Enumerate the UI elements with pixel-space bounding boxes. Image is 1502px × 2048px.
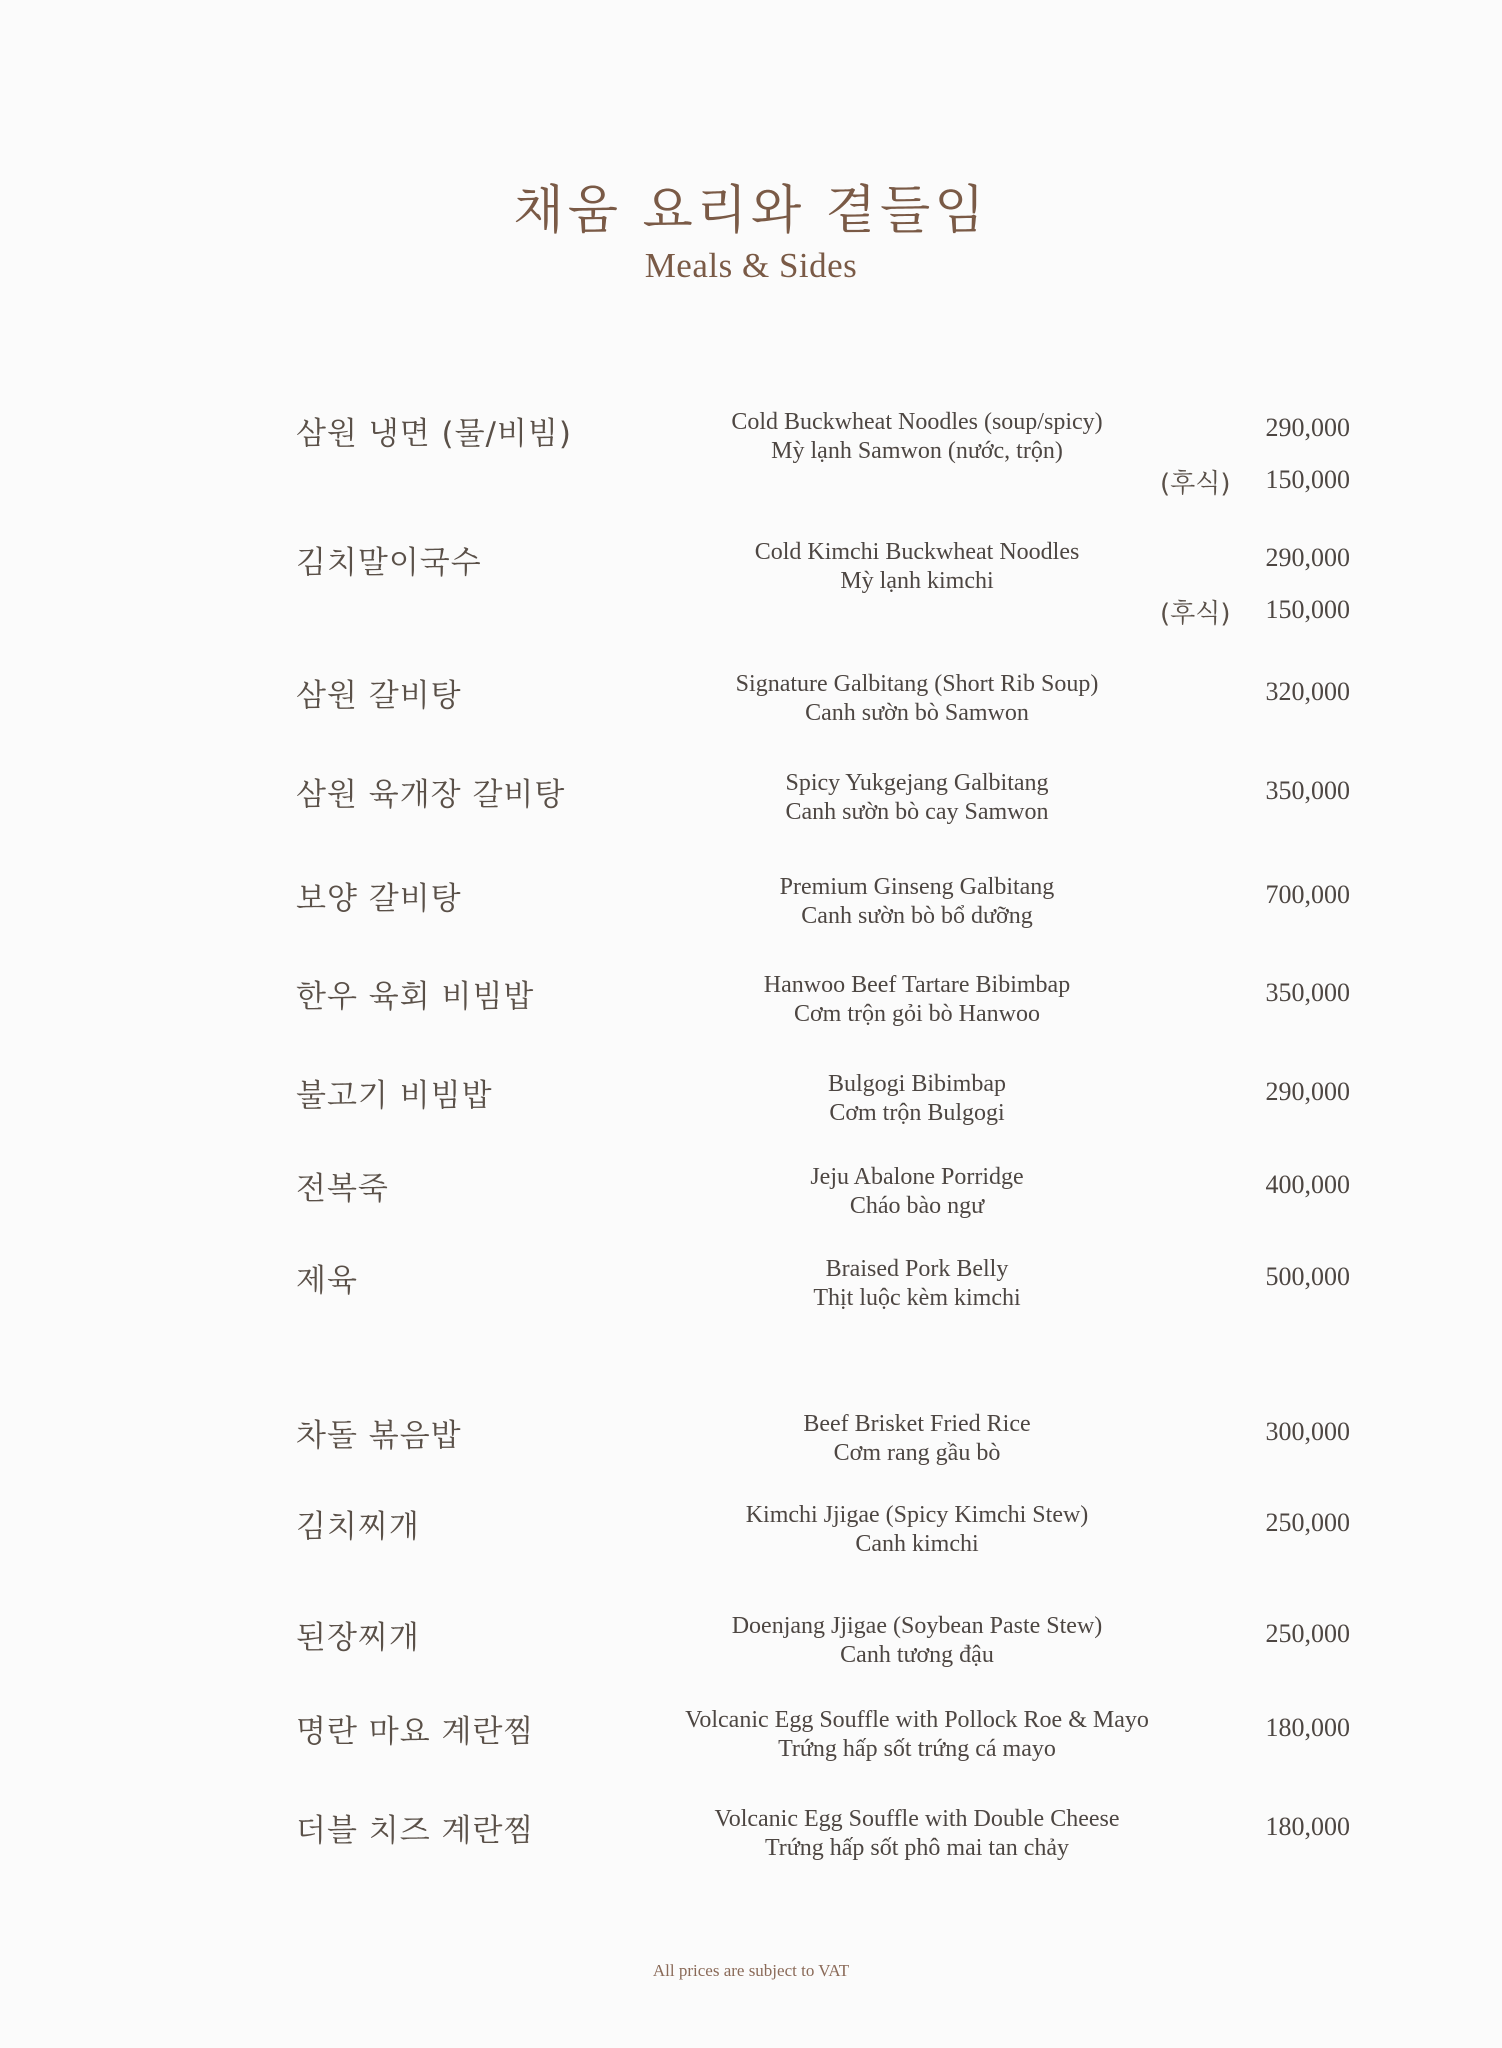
item-name-korean: 불고기 비빔밥 <box>296 1078 493 1114</box>
dessert-portion-label: (후식) <box>1160 599 1231 629</box>
menu-item <box>0 1410 1502 1466</box>
item-name-english: Spicy Yukgejang Galbitang <box>785 770 1049 796</box>
menu-item <box>0 1612 1502 1668</box>
item-name-korean: 김치말이국수 <box>296 545 482 581</box>
item-name-korean: 차돌 볶음밥 <box>296 1418 462 1454</box>
item-name-vietnamese: Trứng hấp sốt trứng cá mayo <box>778 1736 1056 1762</box>
menu-item <box>0 1805 1502 1861</box>
item-name-vietnamese: Canh sườn bò cay Samwon <box>785 799 1049 825</box>
item-price: 250,000 <box>1265 1619 1350 1648</box>
menu-item <box>0 971 1502 1027</box>
dessert-portion-price: 150,000 <box>1265 595 1350 624</box>
item-description <box>620 670 1214 728</box>
item-name-korean: 명란 마요 계란찜 <box>296 1714 535 1750</box>
item-description <box>620 1612 1214 1670</box>
item-description <box>620 1706 1214 1764</box>
item-name-vietnamese: Trứng hấp sốt phô mai tan chảy <box>764 1835 1070 1861</box>
item-name-vietnamese: Mỳ lạnh Samwon (nước, trộn) <box>771 438 1063 464</box>
item-price: 500,000 <box>1265 1262 1350 1291</box>
item-name-vietnamese: Cháo bào ngư <box>849 1193 985 1219</box>
item-name-english: Cold Kimchi Buckwheat Noodles <box>754 539 1080 565</box>
item-name-english: Jeju Abalone Porridge <box>810 1164 1024 1190</box>
item-name-korean: 삼원 갈비탕 <box>296 678 462 714</box>
item-name-vietnamese: Canh sườn bò Samwon <box>805 700 1029 726</box>
menu-item <box>0 1255 1502 1311</box>
item-name-vietnamese: Cơm trộn gỏi bò Hanwoo <box>793 1001 1040 1027</box>
item-name-english: Cold Buckwheat Noodles (soup/spicy) <box>731 409 1103 435</box>
item-name-korean: 김치찌개 <box>296 1509 420 1545</box>
item-name-english: Volcanic Egg Souffle with Pollock Roe & Mayo <box>685 1707 1149 1733</box>
item-description <box>620 408 1214 466</box>
item-name-english: Premium Ginseng Galbitang <box>779 874 1055 900</box>
item-name-vietnamese: Thịt luộc kèm kimchi <box>813 1285 1021 1311</box>
item-name-korean: 삼원 냉면 (물/비빔) <box>296 416 572 452</box>
page-title-english: Meals & Sides <box>644 246 858 285</box>
item-name-vietnamese: Cơm trộn Bulgogi <box>829 1100 1005 1126</box>
item-name-vietnamese: Canh tương đậu <box>840 1642 994 1668</box>
item-price: 700,000 <box>1265 880 1350 909</box>
menu-item <box>0 769 1502 825</box>
item-price: 250,000 <box>1265 1508 1350 1537</box>
item-price: 290,000 <box>1265 543 1350 572</box>
menu-item <box>0 538 1502 629</box>
item-name-english: Doenjang Jjigae (Soybean Paste Stew) <box>731 1613 1103 1639</box>
item-price: 300,000 <box>1265 1417 1350 1446</box>
item-price: 180,000 <box>1265 1713 1350 1742</box>
item-price: 180,000 <box>1265 1812 1350 1841</box>
item-name-english: Braised Pork Belly <box>825 1256 1009 1282</box>
item-description <box>620 1501 1214 1559</box>
item-price: 320,000 <box>1265 677 1350 706</box>
item-description <box>620 769 1214 827</box>
item-description <box>620 1410 1214 1468</box>
item-price: 290,000 <box>1265 1077 1350 1106</box>
item-description <box>620 1805 1214 1863</box>
item-name-english: Bulgogi Bibimbap <box>827 1071 1006 1097</box>
menu-item <box>0 1163 1502 1219</box>
item-price: 350,000 <box>1265 978 1350 1007</box>
item-description <box>620 1255 1214 1313</box>
dessert-portion-label: (후식) <box>1160 469 1231 499</box>
menu-item <box>0 670 1502 726</box>
page-title-korean: 채움 요리와 곁들임 <box>513 181 989 241</box>
item-description <box>620 1070 1214 1128</box>
menu-item <box>0 1070 1502 1126</box>
item-name-english: Beef Brisket Fried Rice <box>803 1411 1031 1437</box>
menu-item <box>0 1501 1502 1557</box>
item-name-english: Kimchi Jjigae (Spicy Kimchi Stew) <box>745 1502 1089 1528</box>
menu-item <box>0 408 1502 499</box>
item-description <box>620 1163 1214 1221</box>
item-name-english: Volcanic Egg Souffle with Double Cheese <box>714 1806 1120 1832</box>
item-description <box>620 971 1214 1029</box>
item-name-korean: 전복죽 <box>296 1171 389 1207</box>
item-name-english: Hanwoo Beef Tartare Bibimbap <box>763 972 1071 998</box>
item-name-vietnamese: Cơm rang gầu bò <box>833 1440 1001 1466</box>
item-name-korean: 된장찌개 <box>296 1620 420 1656</box>
item-name-english: Signature Galbitang (Short Rib Soup) <box>735 671 1099 697</box>
item-price: 290,000 <box>1265 413 1350 442</box>
item-name-vietnamese: Canh sườn bò bổ dưỡng <box>801 903 1033 929</box>
item-name-korean: 더블 치즈 계란찜 <box>296 1813 535 1849</box>
item-name-korean: 한우 육회 비빔밥 <box>296 979 535 1015</box>
item-name-korean: 보양 갈비탕 <box>296 881 462 917</box>
item-price: 350,000 <box>1265 776 1350 805</box>
menu-item <box>0 1706 1502 1762</box>
menu-item <box>0 873 1502 929</box>
vat-note: All prices are subject to VAT <box>652 1961 850 1980</box>
item-name-korean: 삼원 육개장 갈비탕 <box>296 777 566 813</box>
item-name-vietnamese: Canh kimchi <box>855 1531 979 1557</box>
item-price: 400,000 <box>1265 1170 1350 1199</box>
item-name-korean: 제육 <box>296 1263 358 1299</box>
item-description <box>620 538 1214 596</box>
item-name-vietnamese: Mỳ lạnh kimchi <box>840 568 994 594</box>
dessert-portion-price: 150,000 <box>1265 465 1350 494</box>
item-description <box>620 873 1214 931</box>
